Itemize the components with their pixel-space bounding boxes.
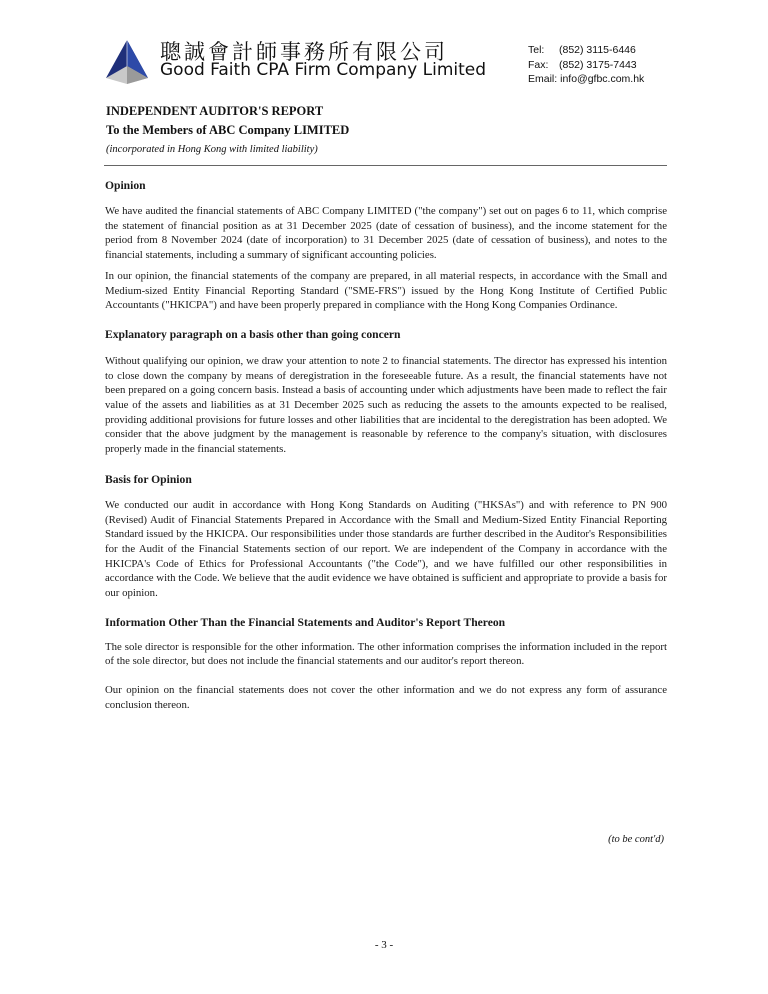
contact-fax bbox=[528, 58, 644, 73]
contact-value: info@gfbc.com.hk bbox=[560, 73, 645, 85]
contact-label: Tel: bbox=[528, 44, 545, 56]
firm-name-chinese: 聰誠會計師事務所有限公司 bbox=[160, 40, 448, 64]
contact-email bbox=[528, 72, 644, 87]
paragraph: The sole director is responsible for the other information. The other information comprises the information included in the report of the sole director, but does not include the financial statements and our auditor's report thereon. bbox=[105, 640, 667, 668]
section-title-basis: Basis for Opinion bbox=[105, 472, 192, 486]
contact-label: Fax: bbox=[528, 58, 549, 71]
report-body bbox=[105, 178, 667, 713]
contact-block bbox=[528, 43, 644, 87]
report-title: INDEPENDENT AUDITOR'S REPORT bbox=[106, 104, 324, 118]
section-title-opinion: Opinion bbox=[105, 179, 146, 192]
firm-logo-icon bbox=[104, 38, 150, 86]
header-divider bbox=[104, 165, 667, 166]
contact-label: Email: bbox=[528, 73, 558, 85]
firm-name-english: Good Faith CPA Firm Company Limited bbox=[160, 60, 487, 80]
paragraph: Our opinion on the financial statements does not cover the other information and we do not express any form of assurance conclusion thereon. bbox=[105, 684, 667, 711]
report-heading bbox=[106, 102, 349, 159]
paragraph: We conducted our audit in accordance with Hong Kong Standards on Auditing ("HKSAs") and with reference to PN 900 (Revised) Audit of Financial Statements Prepared in Accordance with the Small and Medium-Sized Entity Financial Reporting Standard issued by the HKICPA. Our responsibilities under those standards are further described in the Auditor's Responsibilities for the Audit of the Financial Statements section of our report. We are independent of the Company in accordance with the HKICPA's Code of Ethics for Professional Accountants ("the Code"), and we have fulfilled our other responsibilities in accordance with the Code. We believe that the audit evidence we have obtained is sufficient and appropriate to provide a basis for our opinion. bbox=[105, 498, 667, 600]
contact-tel bbox=[528, 43, 644, 58]
paragraph: Without qualifying our opinion, we draw your attention to note 2 to financial statements. The director has expressed his intention to close down the company by means of deregistration in the foreseeable future. As a result, the financial statements have not been prepared on a going concern basis. Instead a basis of accounting under which adjustments have been made to reflect the fair value of the assets and liabilities as at 31 December 2025 such as reducing the assets to the amounts expected to be realised, providing additional provisions for future losses and other liabilities that are incidental to the deregistration has been adopted. We consider that the above judgment by the management is reasonable by reference to the company's situation, with disclosures properly made in the financial statements. bbox=[105, 354, 667, 456]
report-incorporation: (incorporated in Hong Kong with limited liability) bbox=[106, 144, 318, 155]
section-title-other-information: Information Other Than the Financial Statements and Auditor's Report Thereon bbox=[105, 615, 506, 629]
paragraph: In our opinion, the financial statements of the company are prepared, in all material respects, in accordance with the Small and Medium-sized Entity Financial Reporting Standard ("SME-FRS") issued by the Hong Kong Institute of Certified Public Accountants ("HKICPA") and have been properly prepared in compliance with the Hong Kong Companies Ordinance. bbox=[105, 269, 667, 312]
paragraph: We have audited the financial statements of ABC Company LIMITED ("the company") set out on pages 6 to 11, which comprise the statement of financial position as at 31 December 2025 (date of cessation of business), and the income statement for the period from 8 November 2024 (date of incorporation) to 31 December 2025 (date of cessation of business), and notes to the financial statements, including a summary of significant accounting policies. bbox=[105, 205, 667, 262]
continued-note: (to be cont'd) bbox=[608, 834, 664, 845]
contact-value: (852) 3115-6446 bbox=[559, 44, 636, 56]
section-title-going-concern: Explanatory paragraph on a basis other than going concern bbox=[105, 327, 401, 341]
contact-value: (852) 3175-7443 bbox=[559, 58, 637, 71]
report-addressee: To the Members of ABC Company LIMITED bbox=[106, 123, 350, 137]
page-number: - 3 - bbox=[374, 939, 394, 951]
